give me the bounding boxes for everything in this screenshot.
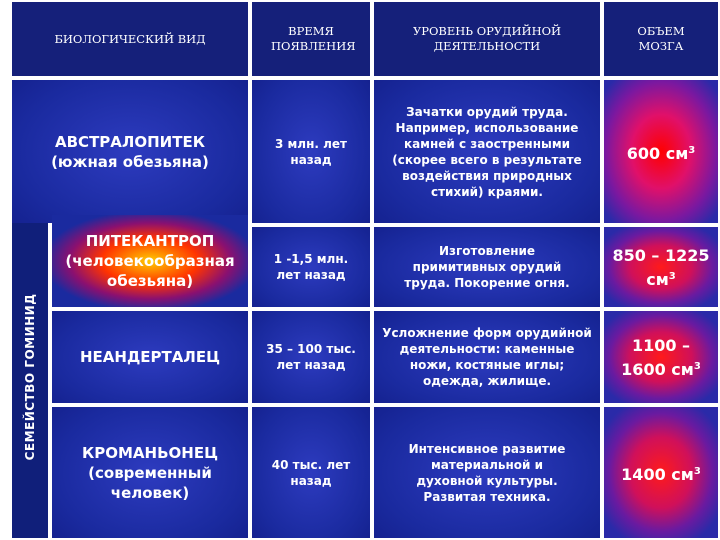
row-4-time-text: 40 тыс. лет назад (271, 457, 351, 488)
row-3-species (52, 311, 248, 403)
row-1-species (12, 80, 248, 223)
row-2-species-name: ПИТЕКАНТРОП (85, 232, 215, 250)
header-time (252, 2, 370, 76)
row-3-activity (374, 311, 600, 403)
row-2-activity (374, 227, 600, 307)
row-1-activity (374, 80, 600, 223)
row-2-brain-value (611, 245, 711, 290)
header-time-text: ВРЕМЯ ПОЯВЛЕНИЯ (271, 24, 356, 53)
row-2-time-text: 1 -1,5 млн. лет назад (273, 252, 349, 282)
row-1-activity-text: Зачатки орудий труда. Например, использование камней с заостренными (скорее всего в результате воздействия природных стихий) краями. (392, 104, 582, 199)
family-label (12, 215, 48, 538)
row-1-brain-sup: 3 (688, 144, 696, 156)
row-4-activity (374, 407, 600, 538)
row-1-brain-text: 600 см (626, 143, 689, 163)
row-1-species-note: (южная обезьяна) (51, 152, 209, 171)
row-4-time (252, 407, 370, 538)
row-2-activity-text: Изготовление примитивных орудий труда. Покорение огня. (404, 244, 570, 290)
row-1-time (252, 80, 370, 223)
row-1-time-text: 3 млн. лет назад (274, 136, 348, 167)
header-species (12, 2, 248, 76)
row-3-brain-sup: 3 (693, 360, 701, 372)
row-1-brain-value (627, 140, 696, 164)
row-2-species (52, 215, 248, 307)
family-label-text: СЕМЕЙСТВО ГОМИНИД (23, 293, 37, 460)
row-2-species-note: (человекообразная обезьяна) (65, 252, 235, 290)
row-4-brain-value (621, 461, 701, 485)
row-3-brain-text: 1100 – 1600 см (621, 335, 694, 379)
row-4-species-name: КРОМАНЬОНЕЦ (82, 443, 218, 462)
row-4-brain-text: 1400 см (621, 464, 694, 484)
row-4-activity-text: Интенсивное развитие материальной и духовной культуры. Развитая техника. (408, 441, 566, 504)
header-brain-text: ОБЪЕМ МОЗГА (637, 24, 685, 53)
row-3-species-name: НЕАНДЕРТАЛЕЦ (79, 348, 221, 366)
row-2-time (252, 227, 370, 307)
row-2-brain-text: 850 – 1225 см (612, 245, 710, 289)
header-species-text: БИОЛОГИЧЕСКИЙ ВИД (54, 31, 206, 46)
row-3-brain (604, 311, 718, 403)
header-brain (604, 2, 718, 76)
row-3-time-text: 35 – 100 тыс. лет назад (266, 342, 356, 372)
row-3-activity-text: Усложнение форм орудийной деятельности: каменные ножи, костяные иглы; одежда, жилище. (382, 326, 592, 388)
header-activity (374, 2, 600, 76)
row-2-brain (604, 227, 718, 307)
row-2-brain-sup: 3 (668, 270, 676, 282)
row-3-time (252, 311, 370, 403)
row-4-species (52, 407, 248, 538)
row-4-brain (604, 407, 718, 538)
header-activity-text: УРОВЕНЬ ОРУДИЙНОЙ ДЕЯТЕЛЬНОСТИ (412, 24, 562, 53)
row-4-species-note: (современный человек) (88, 463, 212, 502)
row-1-brain (604, 80, 718, 223)
row-4-brain-sup: 3 (693, 465, 701, 477)
row-3-brain-value (611, 335, 711, 380)
row-1-species-name: АВСТРАЛОПИТЕК (55, 132, 205, 151)
